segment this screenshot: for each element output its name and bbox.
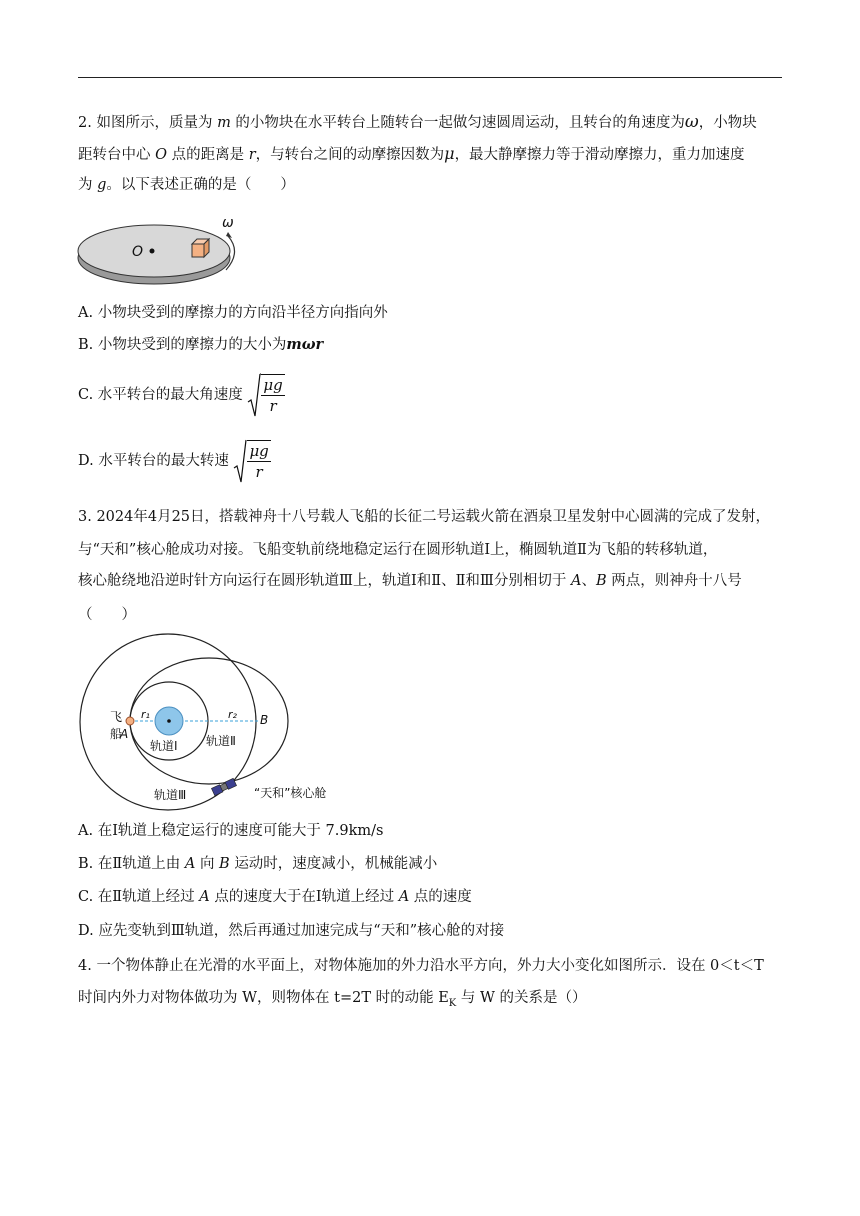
svg-text:轨道Ⅱ: 轨道Ⅱ (206, 734, 236, 748)
svg-text:飞: 飞 (110, 710, 123, 724)
sqrt-mu-g-over-r-d: $\frac{\mu g}{r}$ (233, 438, 270, 484)
q4-line-2: 时间内外力对物体做功为 W，则物体在 t=2T 时的动能 $E_K$ 与 W 的关系是（） (78, 990, 587, 1009)
svg-text:“天和”核心舱: “天和”核心舱 (254, 786, 327, 800)
q3-line-1: 3. 2024年4月25日，搭载神舟十八号载人飞船的长征二号运载火箭在酒泉卫星发射中心圆满的完成了发射， (78, 509, 771, 525)
q4-line-1: 4. 一个物体静止在光滑的水平面上，对物体施加的外力沿水平方向，外力大小变化如图所示．设在 0＜t＜T (78, 958, 764, 974)
q2-option-d: D. 水平转台的最大转速 $\frac{\mu g}{r}$ (78, 438, 271, 484)
space-station-icon (211, 778, 236, 795)
small-block (192, 239, 209, 257)
q3-option-c: C. 在Ⅱ轨道上经过 A 点的速度大于在Ⅰ轨道上经过 A 点的速度 (78, 889, 472, 905)
turntable-figure (76, 214, 246, 290)
label-O: O (132, 244, 144, 260)
label-omega: ω (222, 215, 234, 231)
svg-text:B: B (260, 713, 269, 727)
q3-line-3: 核心舱绕地沿逆时针方向运行在圆形轨道Ⅲ上，轨道Ⅰ和Ⅱ、Ⅱ和Ⅲ分别相切于 A、B 两点，则神舟十八号 (78, 573, 742, 589)
svg-text:轨道Ⅲ: 轨道Ⅲ (154, 788, 187, 802)
q2-option-a: A. 小物块受到的摩擦力的方向沿半径方向指向外 (78, 305, 388, 321)
q2-option-c: C. 水平转台的最大角速度 $\frac{\mu g}{r}$ (78, 372, 285, 418)
q3-line-4: （ ） (78, 607, 136, 623)
header-rule (78, 77, 782, 78)
q2-line-3: 为 g。以下表述正确的是（ ） (78, 177, 295, 193)
orbit-figure (78, 632, 368, 812)
q3-option-b: B. 在Ⅱ轨道上由 A 向 B 运动时，速度减小，机械能减小 (78, 856, 438, 872)
q2-option-b: B. 小物块受到的摩擦力的大小为mωr (78, 336, 324, 353)
center-point (150, 249, 155, 254)
q3-option-d: D. 应先变轨到Ⅲ轨道，然后再通过加速完成与“天和”核心舱的对接 (78, 923, 505, 939)
ship-point-a (126, 717, 134, 725)
sqrt-mu-g-over-r: $\frac{\mu g}{r}$ (247, 372, 284, 418)
svg-text:轨道Ⅰ: 轨道Ⅰ (150, 739, 178, 753)
q2-line-1: 2. 如图所示，质量为 m 的小物块在水平转台上随转台一起做匀速圆周运动，且转台的角速度为ω，小物块 (78, 112, 757, 132)
svg-text:船: 船 (110, 727, 123, 741)
q3-option-a: A. 在Ⅰ轨道上稳定运行的速度可能大于 7.9km/s (78, 823, 384, 839)
q3-line-2: 与“天和”核心舱成功对接。飞船变轨前绕地稳定运行在圆形轨道Ⅰ上，椭圆轨道Ⅱ为飞船的转移轨道， (78, 542, 718, 558)
svg-text:r₁: r₁ (141, 708, 150, 721)
q2-line-2: 距转台中心 O 点的距离是 r，与转台之间的动摩擦因数为μ，最大静摩擦力等于滑动摩擦力，重力加速度 (78, 144, 745, 163)
svg-text:A: A (120, 727, 129, 741)
svg-text:r₂: r₂ (228, 708, 237, 721)
